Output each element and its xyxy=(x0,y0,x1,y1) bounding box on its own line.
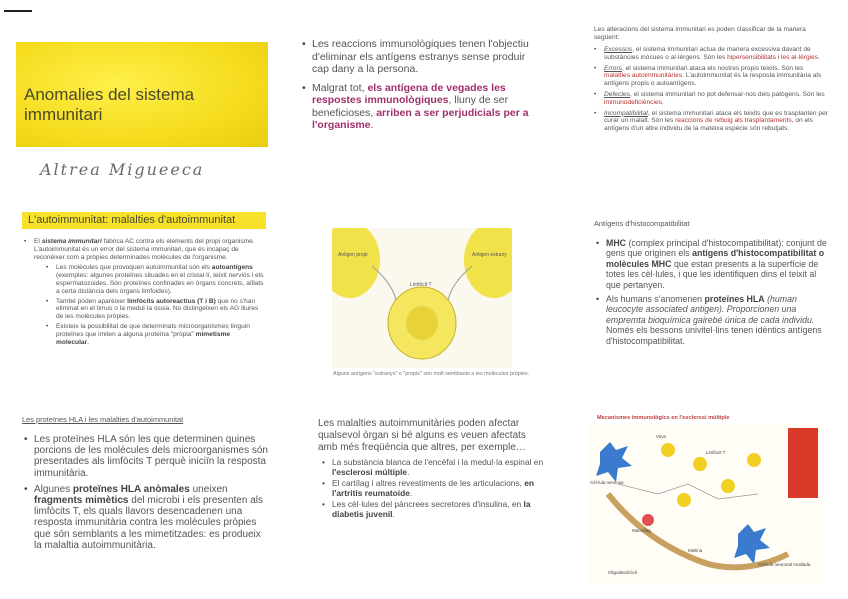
autoimmunity-content xyxy=(24,238,264,348)
bullet-hla: • Als humans s'anomenen proteïnes HLA (human leucocyte associated antigen). Proporcionen una empremta bioquímica gairebé única de cada individu. Només els bessons univitel·lins tenen idèntics antígens d'histocompatibilitat. xyxy=(596,294,828,346)
label-t-cell: Limfòcit T xyxy=(410,282,432,288)
label-oligodendrocyte: Oligodendròcit xyxy=(608,570,638,575)
hla-autoimmunity-content xyxy=(24,434,269,556)
label-damaged-neuron: Cèl·lula neuronal mutilada xyxy=(758,562,811,567)
t-cell-2 xyxy=(693,457,707,471)
histocompatibility-content xyxy=(596,238,828,350)
multiple-sclerosis-diagram xyxy=(588,424,824,584)
diagram-caption: Alguns antígens "estranys" o "propis" són molt semblants a les molècules pròpies. xyxy=(333,371,530,377)
bullet-hla-anomalous: • Algunes proteïnes HLA anòmales uneixen fragments mimètics del microbi i els presenten als limfòcits T, els quals llavors desencadenen una resposta immunitària contra les molècules pròpies que són semblants a les mimetitzades: es produeix la malaltia autoimmunitària. xyxy=(24,484,269,551)
list-item: • També poden aparèixer limfòcits autoreactius (T i B) que no s'han eliminat en el timus o la medul·la òssia. No distingeixen els AG lliures de les molècules pròpies. xyxy=(46,298,264,321)
label-myelin: Mielina xyxy=(688,548,703,553)
list-item: • Defectes, el sistema immunitari no pot defensar-nos dels patògens. Són les immunodeficiències. xyxy=(594,91,828,107)
highlight-responses: els antígena de vegades les respostes immunològiques xyxy=(312,81,506,106)
list-item: • La substància blanca de l'encèfal i la medul·la espinal en l'esclerosi múltiple. xyxy=(322,458,548,477)
author-signature: Altrea Migueeca xyxy=(40,160,205,179)
slide-immune-reactions xyxy=(302,38,542,138)
blood-vessel xyxy=(788,428,818,498)
list-item: • Errors, el sistema immunitari ataca els nostres propis teixits. Són les malalties autoimmunitàries. L'autoimmunitat és la resposta immunitària als antígens propis o autoantígens. xyxy=(594,65,828,88)
list-item: • Les cèl·lules del pàncrees secretores d'insulina, en la diabetis juvenil. xyxy=(322,500,548,519)
histocompatibility-title: Antígens d'histocompatibilitat xyxy=(594,219,690,228)
list-item: • El cartílag i altres revestiments de les articulacions, en l'artritis reumatoide. xyxy=(322,479,548,498)
t-cell-1 xyxy=(661,443,675,457)
label-virus: Virus xyxy=(656,434,667,439)
label-macrophage: Macròfag xyxy=(632,528,651,533)
ms-diagram-title: Mecanismes immunològics en l'esclerosi múltiple xyxy=(597,415,730,421)
bullet-definition: • El sistema immunitari fabrica AC contra els elements del propi organisme. L'autoimmunitat és un error del sistema immunitari, que és incapaç de reconèixer com a pròpies determinades molècules de l'organisme. • Les molècules que provoquen autoimmunitat són els autoantígens (exemples: algunes proteïnes situades en el cristal·lí, teixit nerviós i els espermatozoides. Són proteïnes confinades en òrgans concrets, aïllats a certa distància dels òrgans limfoides). • També poden aparèixer limfòcits autoreactius (T i B) que no s'han eliminat en el timus o la medul·la òssia. No distingeixen els AG lliures de les molècules pròpies. • Existeix la possibilitat de que determinats microorganismes tinguin proteïnes que imiten a alguna proteïna "pròpia" mimetisme molecular. xyxy=(24,238,264,346)
t-cell-4 xyxy=(677,493,691,507)
hla-autoimmunity-title: Les proteïnes HLA i les malalties d'autoimmunitat xyxy=(22,415,184,424)
t-cell-3 xyxy=(721,479,735,493)
label-foreign-antigen: Antigen estrany xyxy=(472,252,507,258)
document-title: Anomalies del sistema immunitari xyxy=(24,85,195,124)
bullet-harmful: • Malgrat tot, els antígena de vegades les respostes immunològiques, lluny de ser beneficioses, arriben a ser perjudicials per a l'organisme. xyxy=(302,82,542,132)
macrophage xyxy=(642,514,654,526)
list-item: • Incompatibilitat, el sistema immunitari ataca els teixits que es trasplanten per curar un malalt. Són les reaccions de rebuig als trasplantaments, on els antígens d'un altre individu de la mateixa espècie són rebutjats. xyxy=(594,110,828,133)
t-cell-5 xyxy=(747,453,761,467)
diseases-intro: Les malalties autoimmunitàries poden afectar qualsevol òrgan si bé alguns es veuen afectats amb més freqüència que altres, per exemple… xyxy=(318,418,526,453)
list-item: • Existeix la possibilitat de que determinats microorganismes tinguin proteïnes que imiten a alguna proteïna "pròpia" mimetisme molecular. xyxy=(46,323,264,346)
bullet-hla-role: • Les proteïnes HLA són les que determinen quines porcions de les molècules dels microorganismes són presentades als limfòcits T perquè iniciïn la resposta immunitària. xyxy=(24,434,269,479)
bullet-mhc: • MHC (complex principal d'histocompatibilitat): conjunt de gens que originen els antígens d'histocompatibilitat o molècules MHC que estan presents a la superfície de totes les cèl·lules, i que les identifiquen dins el teixit al que pertanyen. xyxy=(596,238,828,290)
list-item: • Les molècules que provoquen autoimmunitat són els autoantígens (exemples: algunes proteïnes situades en el cristal·lí, teixit nerviós i els espermatozoides. Són proteïnes confinades en òrgans concrets, aïllats a certa distància dels òrgans limfoides). xyxy=(46,264,264,295)
list-item: • Excessos, el sistema immunitari actua de manera excessiva davant de substàncies inòcues o al·lèrgens. Són les hipersensibilitats i les al·lèrgies. xyxy=(594,46,828,62)
label-t-lymphocyte: Limfòcit T xyxy=(706,450,726,455)
autoimmunity-title: L'autoimmunitat: malalties d'autoimmunitat xyxy=(28,214,236,226)
classification-intro: Les alteracions del sistema immunitari es poden classificar de la manera següent: xyxy=(594,26,806,41)
label-self-antigen: Antigen propi xyxy=(338,252,368,258)
antigen-mimicry-diagram xyxy=(332,228,512,368)
highlight-harmful: arriben a ser perjudicials per a l'organisme xyxy=(312,106,529,131)
corner-mark xyxy=(4,10,32,12)
classification-list xyxy=(594,46,828,136)
diseases-list xyxy=(322,458,548,522)
t-cell-nucleus xyxy=(406,306,438,340)
label-nerve-cell: Cèl·lula nerviosa xyxy=(590,480,624,485)
bullet-objective: • Les reaccions immunològiques tenen l'objectiu d'eliminar els antígens estranys sense produir cap dany a la persona. xyxy=(302,38,542,76)
